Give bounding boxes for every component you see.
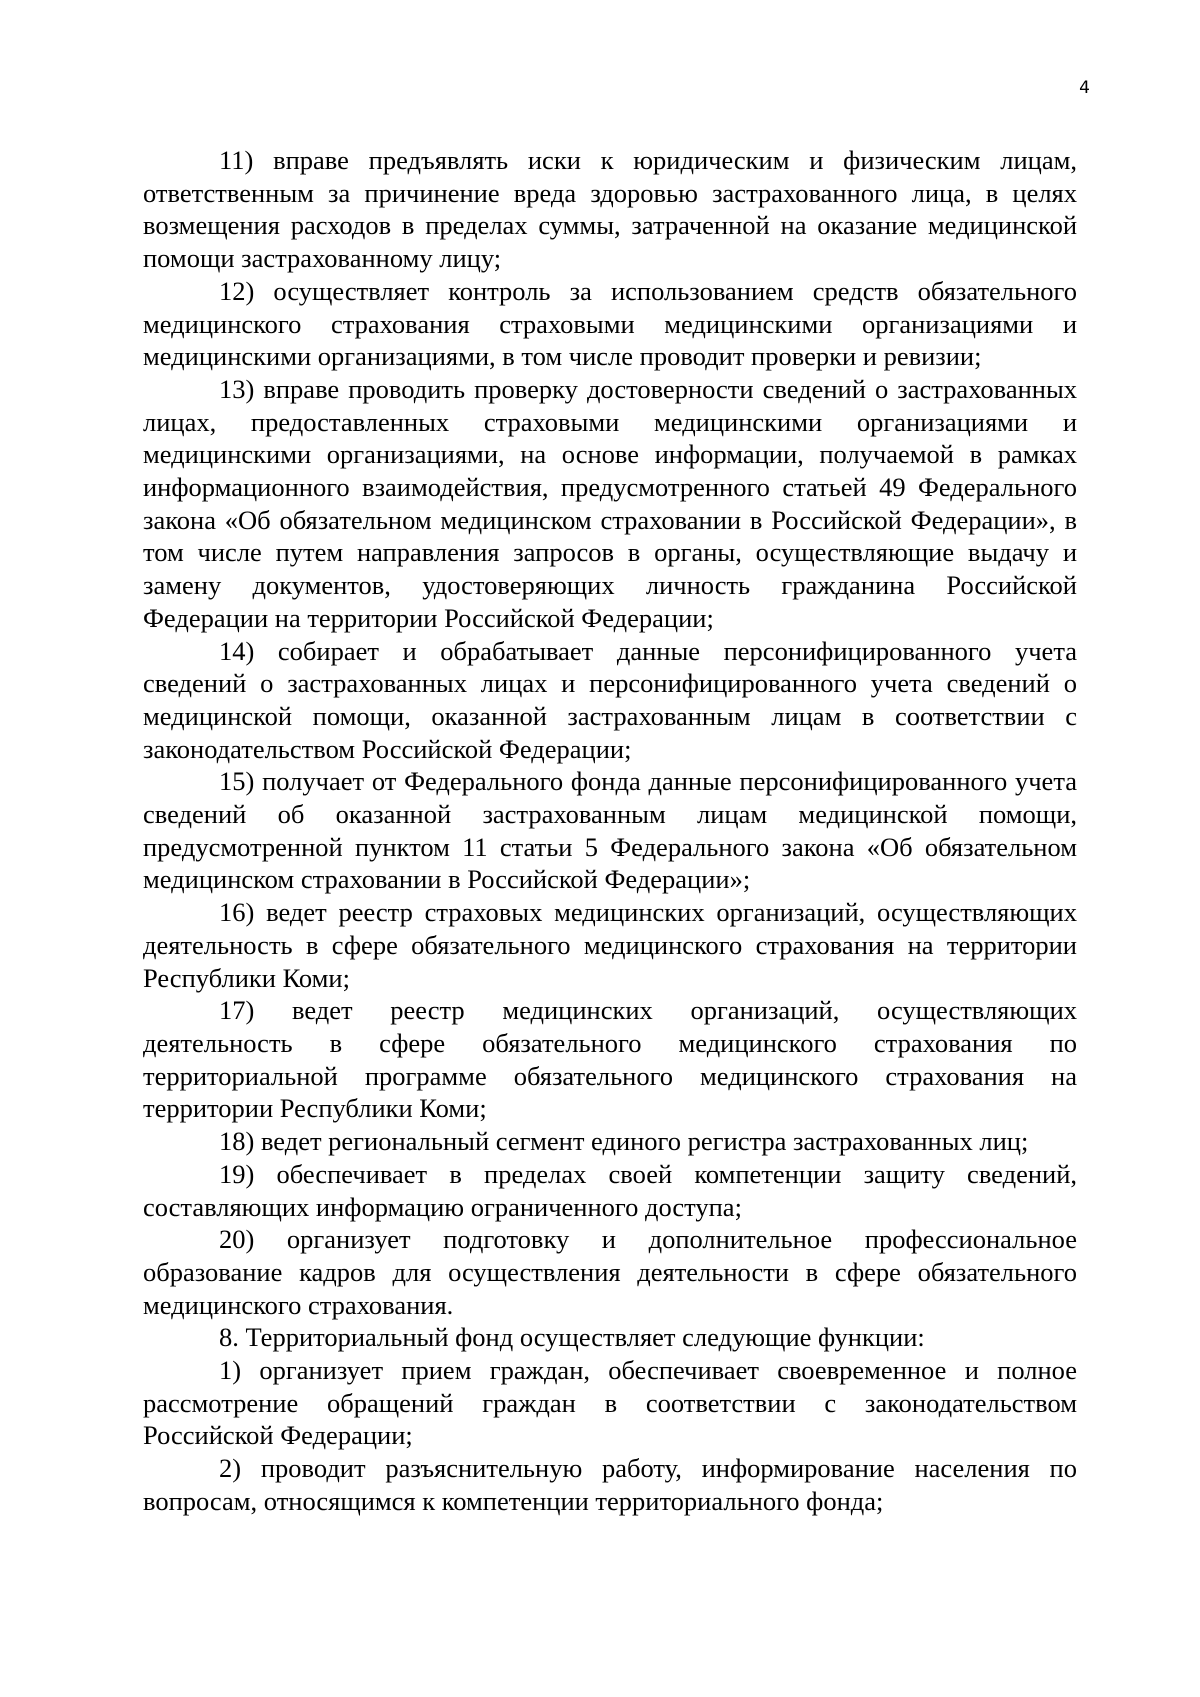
section-heading-8: 8. Территориальный фонд осуществляет следующие функции: xyxy=(219,1322,925,1353)
paragraph-item-17: 17) ведет реестр медицинских организаций, осуществляющих деятельность в сфере обязательного медицинского страхования по территориальной программе обязательного медицинского страхования на территории Республики Коми; xyxy=(143,995,1077,1124)
function-item-2: 2) проводит разъяснительную работу, информирование населения по вопросам, относящимся к компетенции территориального фонда; xyxy=(143,1453,1077,1516)
paragraph-item-11: 11) вправе предъявлять иски к юридическим и физическим лицам, ответственным за причинение вреда здоровью застрахованного лица, в целях возмещения расходов в пределах суммы, затраченной на оказание медицинской помощи застрахованному лицу; xyxy=(143,145,1077,274)
paragraph-item-20: 20) организует подготовку и дополнительное профессиональное образование кадров для осуществления деятельности в сфере обязательного медицинского страхования. xyxy=(143,1224,1077,1320)
paragraph-item-14: 14) собирает и обрабатывает данные персонифицированного учета сведений о застрахованных лицах и персонифицированного учета сведений о медицинской помощи, оказанной застрахованным лицам в соответствии с законодательством Российской Федерации; xyxy=(143,635,1077,764)
paragraph-item-18: 18) ведет региональный сегмент единого регистра застрахованных лиц; xyxy=(219,1126,1029,1157)
document-body xyxy=(143,144,1077,1518)
page-number: 4 xyxy=(1079,78,1090,98)
paragraph-item-19: 19) обеспечивает в пределах своей компетенции защиту сведений, составляющих информацию ограниченного доступа; xyxy=(143,1158,1077,1222)
function-item-1: 1) организует прием граждан, обеспечивает своевременное и полное рассмотрение обращений граждан в соответствии с законодательством Российской Федерации; xyxy=(143,1355,1077,1451)
paragraph-item-12: 12) осуществляет контроль за использованием средств обязательного медицинского страхования страховыми медицинскими организациями и медицинскими организациями, в том числе проводит проверки и ревизии; xyxy=(143,275,1077,372)
paragraph-item-15: 15) получает от Федерального фонда данные персонифицированного учета сведений об оказанной застрахованным лицам медицинской помощи, предусмотренной пунктом 11 статьи 5 Федерального закона «Об обязательном медицинском страховании в Российской Федерации»; xyxy=(143,766,1077,895)
paragraph-item-13: 13) вправе проводить проверку достоверности сведений о застрахованных лицах, предоставленных страховыми медицинскими организациями и медицинскими организациями, на основе информации, получаемой в рамках информационного взаимодействия, предусмотренного статьей 49 Федерального закона «Об обязательном медицинском страховании в Российской Федерации», в том числе путем направления запросов в органы, осуществляющие выдачу и замену документов, удостоверяющих личность гражданина Российской Федерации на территории Российской Федерации; xyxy=(143,373,1077,633)
paragraph-item-16: 16) ведет реестр страховых медицинских организаций, осуществляющих деятельность в сфере обязательного медицинского страхования на территории Республики Коми; xyxy=(143,897,1077,993)
